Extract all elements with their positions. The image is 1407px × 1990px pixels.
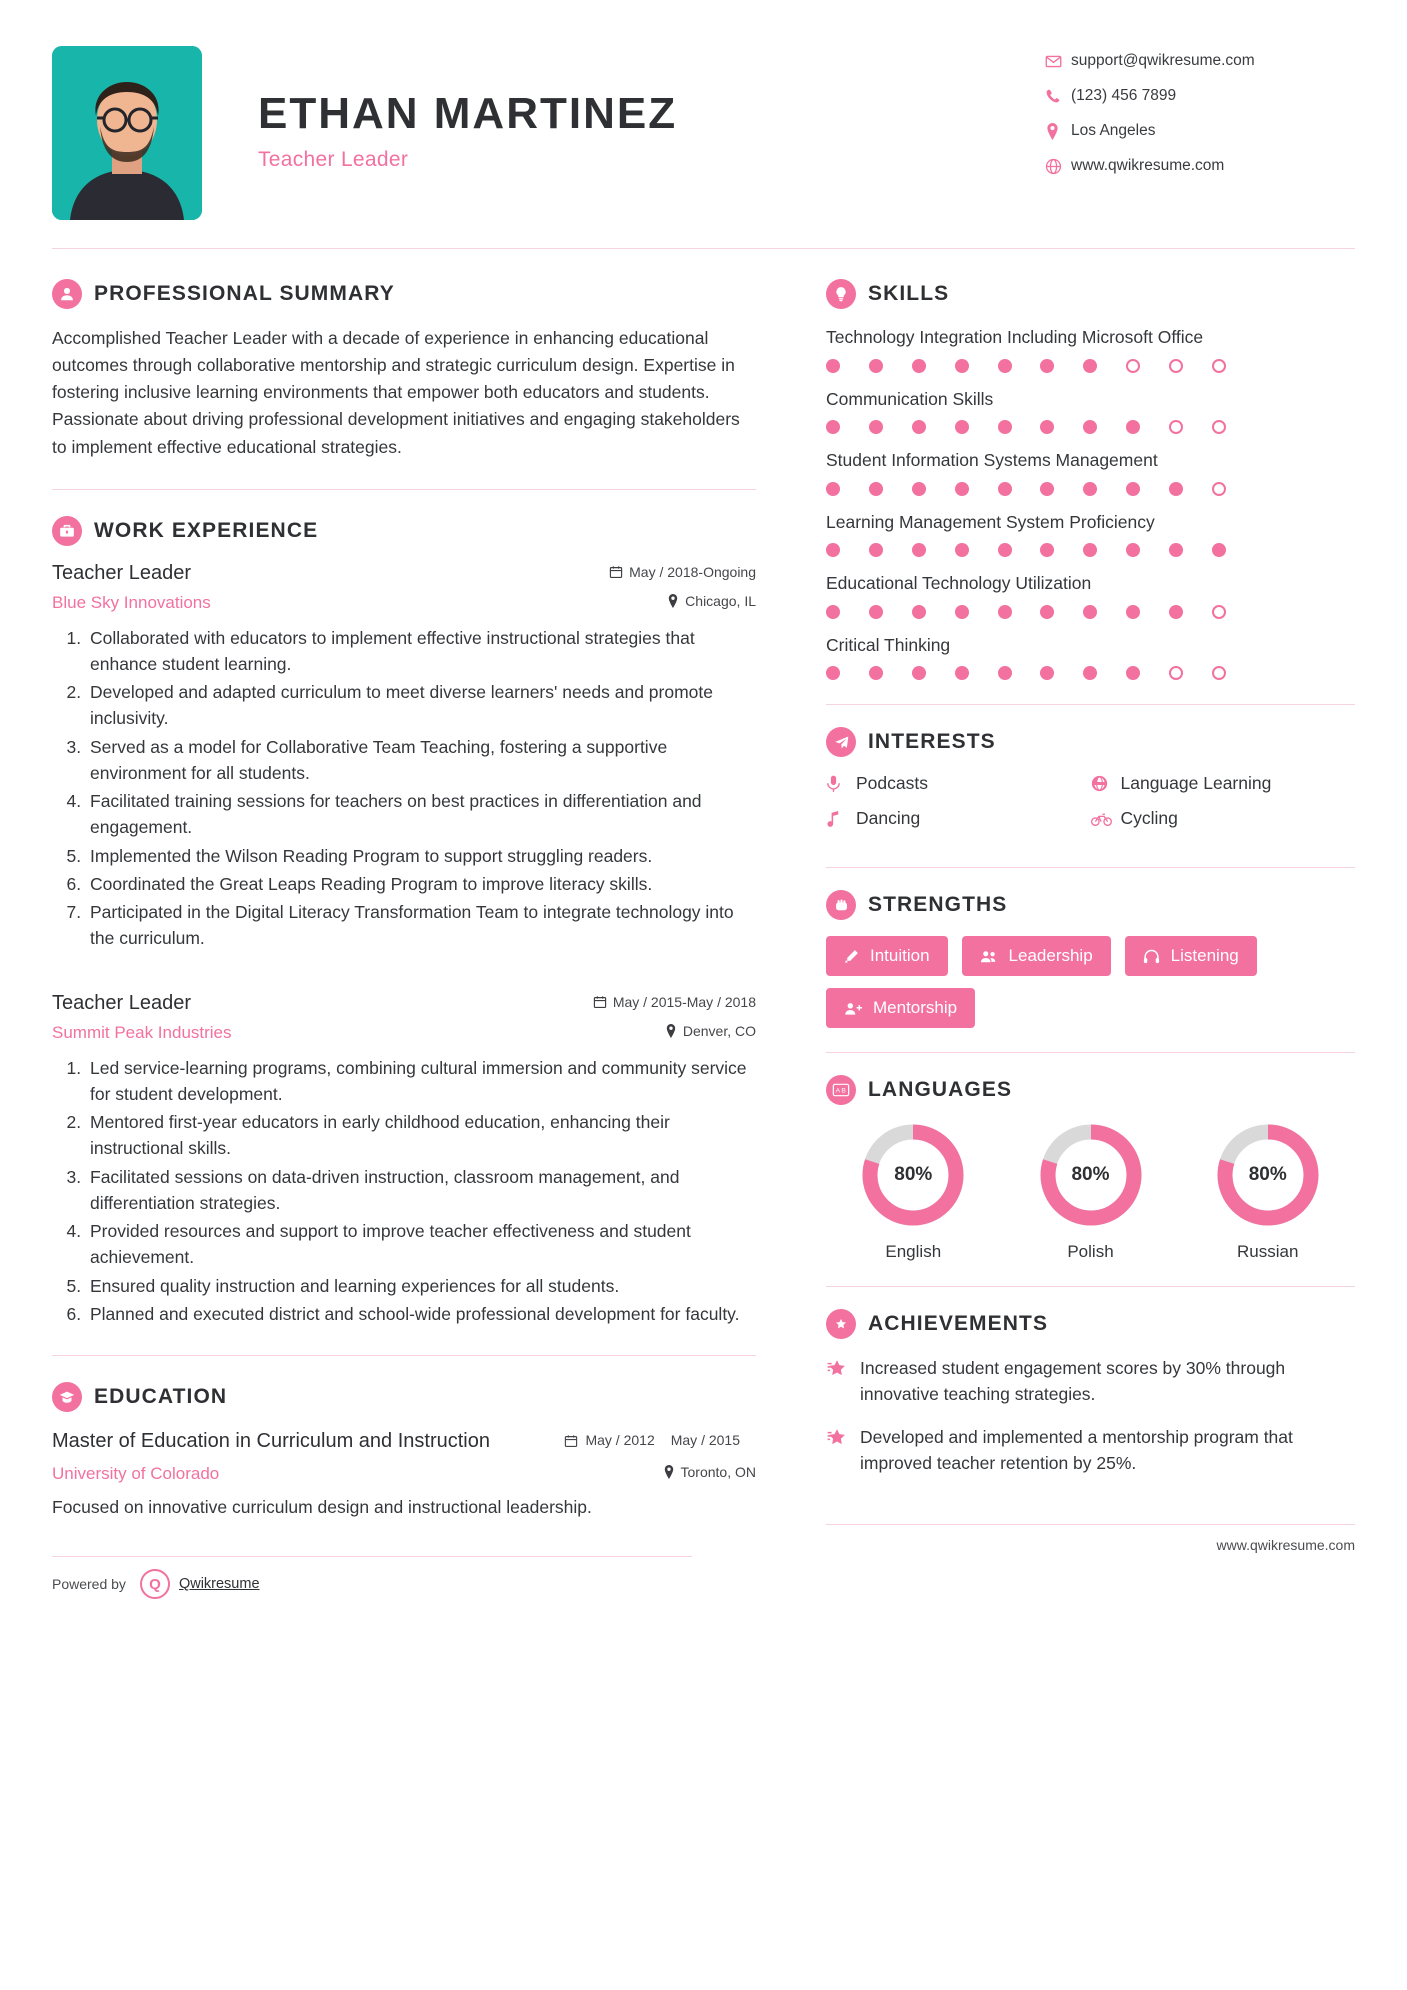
section-divider bbox=[52, 1355, 756, 1356]
list-item: 7. Participated in the Digital Literacy Transformation Team to integrate technology into the curriculum. bbox=[86, 899, 756, 952]
section-header bbox=[52, 516, 756, 546]
globe-icon bbox=[1091, 775, 1121, 792]
language-item bbox=[1003, 1121, 1178, 1262]
location-pin-icon bbox=[665, 1024, 677, 1038]
language-progress-ring bbox=[1214, 1121, 1322, 1229]
interest-label: Language Learning bbox=[1120, 773, 1272, 793]
interest-label: Cycling bbox=[1120, 808, 1178, 828]
achievement-item bbox=[826, 1424, 1355, 1477]
section-header bbox=[52, 1382, 756, 1412]
education-item bbox=[52, 1428, 756, 1520]
fist-icon bbox=[826, 890, 856, 920]
star-icon bbox=[826, 1424, 860, 1477]
interest-item bbox=[1091, 808, 1356, 829]
page-title: ETHAN MARTINEZ bbox=[258, 89, 678, 138]
music-note-icon bbox=[826, 810, 856, 827]
list-item: 4. Facilitated training sessions for teachers on best practices in differentiation and engagement. bbox=[86, 788, 756, 841]
qwikresume-link[interactable]: Qwikresume bbox=[178, 1576, 260, 1593]
user-plus-icon bbox=[844, 1001, 862, 1016]
contact-location-value: Los Angeles bbox=[1071, 122, 1156, 139]
svg-text:A: A bbox=[835, 1087, 841, 1095]
avatar bbox=[52, 46, 202, 220]
section-title: PROFESSIONAL SUMMARY bbox=[94, 282, 395, 305]
footer-right-area bbox=[826, 1525, 1355, 1553]
skill-rating bbox=[826, 482, 1226, 496]
powered-by-label: Powered by bbox=[52, 1576, 126, 1593]
language-progress-ring bbox=[859, 1121, 967, 1229]
job-location bbox=[665, 1023, 756, 1039]
skill-item bbox=[826, 387, 1355, 435]
section-title: LANGUAGES bbox=[868, 1078, 1013, 1101]
graduation-cap-icon bbox=[52, 1382, 82, 1412]
section-interests bbox=[826, 727, 1355, 843]
section-work-experience bbox=[52, 516, 756, 1328]
section-strengths bbox=[826, 890, 1355, 1028]
language-percent: 80% bbox=[1248, 1164, 1287, 1185]
achievement-item bbox=[826, 1355, 1355, 1408]
section-title: WORK EXPERIENCE bbox=[94, 518, 319, 542]
section-divider bbox=[826, 867, 1355, 868]
right-column bbox=[792, 279, 1355, 1599]
lightbulb-icon bbox=[826, 279, 856, 309]
job-bullets bbox=[52, 625, 756, 952]
section-achievements bbox=[826, 1309, 1355, 1476]
job-bullets bbox=[52, 1055, 756, 1328]
list-item: 5. Ensured quality instruction and learning experiences for all students. bbox=[86, 1273, 756, 1299]
skill-item bbox=[826, 633, 1355, 681]
list-item: 1. Led service-learning programs, combining cultural immersion and community service for student development. bbox=[86, 1055, 756, 1108]
section-title: SKILLS bbox=[868, 282, 950, 305]
strength-badge bbox=[1125, 936, 1257, 976]
education-school: University of Colorado bbox=[52, 1464, 220, 1484]
contact-email[interactable] bbox=[1045, 52, 1355, 70]
job-dates bbox=[593, 994, 756, 1010]
education-degree: Master of Education in Curriculum and Instruction bbox=[52, 1430, 490, 1453]
section-header bbox=[826, 279, 1355, 309]
headphones-icon bbox=[1143, 949, 1160, 964]
job-role: Teacher Leader bbox=[52, 991, 191, 1014]
list-item: 6. Planned and executed district and school-wide professional development for faculty. bbox=[86, 1301, 756, 1327]
star-icon bbox=[826, 1355, 860, 1408]
list-item: 3. Facilitated sessions on data-driven instruction, classroom management, and differentiation strategies. bbox=[86, 1164, 756, 1217]
skill-item bbox=[826, 448, 1355, 496]
skill-item bbox=[826, 325, 1355, 373]
contact-phone-value: (123) 456 7899 bbox=[1071, 87, 1177, 104]
list-item: 1. Collaborated with educators to implement effective instructional strategies that enhance student learning. bbox=[86, 625, 756, 678]
list-item: 5. Implemented the Wilson Reading Program to support struggling readers. bbox=[86, 843, 756, 869]
job-location-value: Denver, CO bbox=[682, 1022, 756, 1039]
svg-text:B: B bbox=[841, 1087, 846, 1095]
section-divider bbox=[52, 489, 756, 490]
phone-icon bbox=[1045, 88, 1071, 104]
user-icon bbox=[52, 279, 82, 309]
education-description: Focused on innovative curriculum design and instructional leadership. bbox=[52, 1497, 592, 1518]
job-dates-value: May / 2018-Ongoing bbox=[629, 563, 756, 580]
skill-name: Learning Management System Proficiency bbox=[826, 511, 1155, 532]
resume-header bbox=[52, 46, 1355, 248]
language-name: English bbox=[885, 1242, 942, 1261]
section-skills bbox=[826, 279, 1355, 680]
skill-name: Student Information Systems Management bbox=[826, 450, 1158, 470]
strength-label: Mentorship bbox=[873, 998, 958, 1017]
list-item: 2. Mentored first-year educators in early childhood education, enhancing their instructional skills. bbox=[86, 1109, 756, 1162]
education-location bbox=[663, 1464, 756, 1480]
list-item: 2. Developed and adapted curriculum to meet diverse learners' needs and promote inclusivity. bbox=[86, 679, 756, 732]
location-pin-icon bbox=[663, 1465, 675, 1479]
skill-rating bbox=[826, 543, 1226, 557]
location-pin-icon bbox=[667, 594, 679, 608]
achievement-text: Increased student engagement scores by 30% through innovative teaching strategies. bbox=[860, 1358, 1286, 1405]
summary-text: Accomplished Teacher Leader with a decade of experience in enhancing educational outcomes through collaborative mentorship and strategic curriculum design. Expertise in fostering inclusive learning environments that empower both educators and students. Passionate about driving professional development initiatives and engaging stakeholders to implement effective educational strategies. bbox=[52, 328, 740, 457]
location-pin-icon bbox=[1045, 123, 1071, 140]
job-company: Blue Sky Innovations bbox=[52, 592, 211, 612]
section-divider bbox=[826, 704, 1355, 705]
list-item: 4. Provided resources and support to improve teacher effectiveness and student achievement. bbox=[86, 1218, 756, 1271]
calendar-icon bbox=[609, 565, 623, 579]
list-item: 3. Served as a model for Collaborative Team Teaching, fostering a supportive environment for all students. bbox=[86, 734, 756, 787]
language-item bbox=[1180, 1121, 1355, 1262]
section-education bbox=[52, 1382, 756, 1520]
skill-name: Communication Skills bbox=[826, 388, 994, 409]
section-divider bbox=[826, 1052, 1355, 1053]
section-title: EDUCATION bbox=[94, 1385, 228, 1409]
language-percent: 80% bbox=[1071, 1164, 1110, 1185]
work-item bbox=[52, 992, 756, 1328]
envelope-icon bbox=[1045, 53, 1071, 70]
section-divider bbox=[826, 1286, 1355, 1287]
briefcase-icon bbox=[52, 516, 82, 546]
contact-phone[interactable] bbox=[1045, 87, 1355, 105]
footer-left-area bbox=[52, 1557, 756, 1599]
contact-email-value: support@qwikresume.com bbox=[1071, 52, 1255, 69]
skill-item bbox=[826, 571, 1355, 619]
job-location bbox=[667, 593, 756, 609]
translate-icon bbox=[826, 1075, 856, 1105]
education-location-value: Toronto, ON bbox=[680, 1464, 756, 1481]
job-location-value: Chicago, IL bbox=[685, 592, 756, 609]
globe-icon bbox=[1045, 158, 1071, 175]
bicycle-icon bbox=[1091, 812, 1121, 826]
calendar-icon bbox=[593, 995, 607, 1009]
language-item bbox=[826, 1121, 1001, 1262]
skill-rating bbox=[826, 420, 1226, 434]
section-title: INTERESTS bbox=[868, 730, 996, 753]
interest-label: Podcasts bbox=[856, 773, 928, 793]
resume-body bbox=[52, 249, 1355, 1599]
education-end: May / 2015 bbox=[670, 1432, 740, 1449]
job-company: Summit Peak Industries bbox=[52, 1022, 232, 1042]
skill-rating bbox=[826, 666, 1226, 680]
education-dates bbox=[564, 1428, 756, 1451]
list-item: 6. Coordinated the Great Leaps Reading Program to improve literacy skills. bbox=[86, 871, 756, 897]
pen-icon bbox=[844, 949, 859, 964]
qwikresume-logo-icon: Q bbox=[140, 1569, 170, 1599]
section-header bbox=[52, 279, 756, 309]
language-percent: 80% bbox=[894, 1164, 933, 1185]
left-column bbox=[52, 279, 792, 1599]
section-header bbox=[826, 890, 1355, 920]
skill-name: Critical Thinking bbox=[826, 634, 951, 655]
section-header bbox=[826, 1309, 1355, 1339]
contact-website-value: www.qwikresume.com bbox=[1071, 157, 1225, 174]
strength-badge bbox=[826, 988, 975, 1028]
users-icon bbox=[980, 949, 998, 964]
star-badge-icon bbox=[826, 1309, 856, 1339]
section-title: STRENGTHS bbox=[868, 893, 1008, 916]
job-dates bbox=[609, 564, 756, 580]
paper-plane-icon bbox=[826, 727, 856, 757]
interest-item bbox=[1091, 773, 1356, 794]
language-name: Russian bbox=[1237, 1242, 1299, 1261]
skill-name: Technology Integration Including Microsoft Office bbox=[826, 327, 1204, 347]
skill-item bbox=[826, 510, 1355, 558]
microphone-icon bbox=[826, 775, 856, 793]
skill-rating bbox=[826, 359, 1226, 373]
section-header bbox=[826, 1075, 1355, 1105]
contact-website[interactable] bbox=[1045, 157, 1355, 175]
section-header bbox=[826, 727, 1355, 757]
job-title: Teacher Leader bbox=[258, 148, 409, 172]
contact-list bbox=[1045, 46, 1355, 192]
interest-label: Dancing bbox=[856, 808, 921, 828]
footer-website: www.qwikresume.com bbox=[1216, 1537, 1355, 1553]
job-role: Teacher Leader bbox=[52, 561, 191, 584]
contact-location bbox=[1045, 122, 1355, 140]
calendar-icon bbox=[564, 1434, 578, 1451]
strength-badge bbox=[826, 936, 948, 976]
section-professional-summary bbox=[52, 279, 756, 461]
strength-badge bbox=[962, 936, 1111, 976]
strength-label: Listening bbox=[1170, 946, 1239, 965]
interest-item bbox=[826, 808, 1091, 829]
language-progress-ring bbox=[1037, 1121, 1145, 1229]
strength-label: Intuition bbox=[870, 946, 930, 965]
strength-label: Leadership bbox=[1008, 946, 1093, 965]
language-name: Polish bbox=[1067, 1242, 1114, 1261]
achievement-text: Developed and implemented a mentorship program that improved teacher retention by 25%. bbox=[860, 1426, 1293, 1473]
work-item bbox=[52, 562, 756, 952]
education-start: May / 2012 bbox=[585, 1432, 655, 1449]
name-block bbox=[202, 46, 1045, 172]
section-languages bbox=[826, 1075, 1355, 1262]
section-title: ACHIEVEMENTS bbox=[868, 1312, 1049, 1335]
skill-rating bbox=[826, 605, 1226, 619]
skill-name: Educational Technology Utilization bbox=[826, 573, 1092, 593]
job-dates-value: May / 2015-May / 2018 bbox=[612, 993, 756, 1010]
interest-item bbox=[826, 773, 1091, 794]
